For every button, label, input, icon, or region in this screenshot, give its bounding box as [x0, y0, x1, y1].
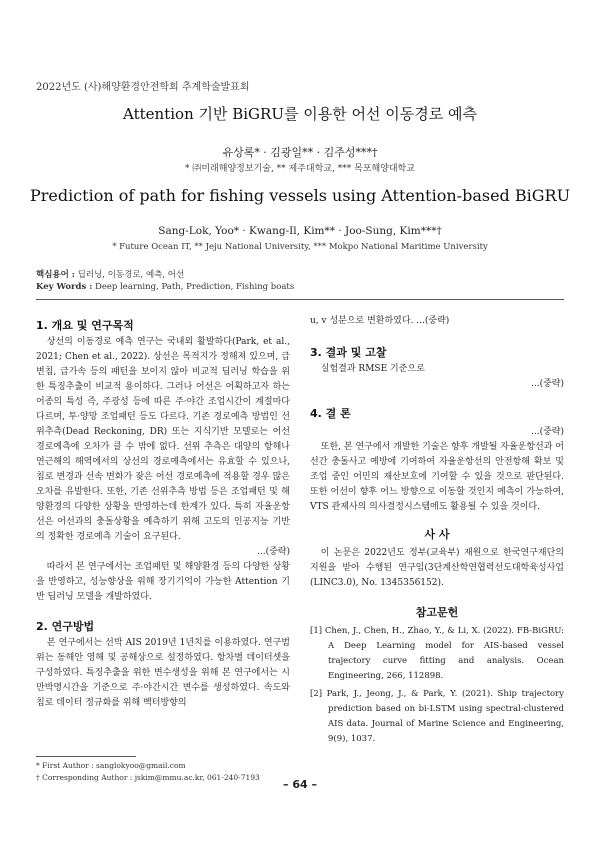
right-column [310, 314, 564, 747]
footnote-corresponding-author: † Corresponding Author : jskim@mmu.ac.kr, 061-240-7193 [36, 773, 260, 782]
keywords-english-text: Deep learning, Path, Prediction, Fishing boats [95, 282, 295, 292]
section-3-heading: 3. 결과 및 고찰 [310, 346, 387, 359]
section-1-paragraph: 상선의 이동경로 예측 연구는 국내외 활발하다(Park, et al., 2021; Chen et al., 2022). 상선은 목적지가 정해져 있으며, 급변침, 급가속 등의 패턴을 보이지 않아 비교적 딥러닝 학습을 위한 특징추출이 비교적 용이하다. 그러나 어선은 어획하고자 하는 어종의 특성 즉, 주광성 등에 따른 주·야간 조업시간이 계절마다 다르며, 투·양망 조업패턴 등도 다르다. 기존 경로예측 방법인 선위추측(Dead Reckoning, DR) 또는 지식기반 모델로는 어선 경로예측에 오차가 클 수 밖에 없다. 선위 추측은 대양의 항해나 연근해의 해역에서의 상선의 경로예측에서는 유효할 수 있으나, 침로 변경과 선속 변화가 잦은 어선 경로예측에 적용할 경우 많은 오차를 유발한다. 또한, 기존 선위추측 방법 등은 조업패턴 및 해양환경의 다양한 상황을 반영하는데 한계가 있다. 특히 자율운항선은 어선과의 충돌상황을 예측하기 위해 고도의 인공지능 기반의 정확한 경로예측 기술이 요구된다. [36, 337, 290, 542]
keywords-korean [36, 268, 184, 280]
section-3-omission: ...(중략) [531, 379, 564, 389]
references-heading: 참고문헌 [415, 606, 459, 619]
affiliations-korean: * ㈜미래해양정보기술, ** 제주대학교, *** 목포해양대학교 [185, 164, 415, 174]
page-number: – 64 – [283, 778, 317, 791]
reference-item: [1] Chen, J., Chen, H., Zhao, Y., & Li, X. (2022). FB-BiGRU: A Deep Learning model for AIS-based vessel trajectory curve fitting and analysis. Ocean Engineering, 266, 112898. [310, 626, 564, 681]
keywords-korean-label: 핵심용어 : [36, 270, 75, 280]
acknowledgment-heading: 사 사 [424, 528, 450, 541]
authors-english: Sang-Lok, Yoo* · Kwang-Il, Kim** · Joo-Sung, Kim***† [158, 225, 442, 237]
affiliations-english: * Future Ocean IT, ** Jeju National University, *** Mokpo National Maritime University [112, 242, 488, 252]
reference-item: [2] Park, J., Jeong, J., & Park, Y. (2021). Ship trajectory prediction based on bi-LSTM using spectral-clustered AIS data. Journal of Marine Science and Engineering, 9(9), 1037. [310, 689, 564, 744]
section-3-paragraph: 실험결과 RMSE 기준으로 [320, 364, 425, 374]
footnote-first-author: * First Author : sanglokyoo@gmail.com [36, 761, 186, 770]
conference-name: 2022년도 (사)해양환경안전학회 추계학술발표회 [36, 82, 250, 93]
section-2-continuation: u, v 성분으로 변환하였다. ...(중략) [310, 316, 450, 326]
header-divider [36, 299, 564, 300]
section-4-paragraph: 또한, 본 연구에서 개발한 기술은 향후 개발될 자율운항선과 어선간 충돌사고 예방에 기여하여 자율운항선의 안전항해 확보 및 조업 중인 어민의 재산보호에 기여할 수 있을 것으로 판단된다. 또한 어선이 향후 어느 방향으로 이동할 것인지 예측이 가능하여, VTS 관제사의 의사결정시스템에도 활용될 수 있을 것이다. [310, 442, 564, 512]
acknowledgment-paragraph: 이 논문은 2022년도 정부(교육부) 재원으로 한국연구재단의 지원을 받아 수행된 연구임(3단계산학연협력선도대학육성사업(LINC3.0), No. 1345356152). [310, 548, 564, 588]
authors-korean: 유상록* · 김광일** · 김주성***† [222, 146, 378, 159]
footnote-divider [36, 756, 136, 757]
section-2-heading: 2. 연구방법 [36, 620, 95, 633]
section-1-heading: 1. 개요 및 연구목적 [36, 319, 134, 332]
section-4-omission: ...(중략) [531, 427, 564, 437]
title-english: Prediction of path for fishing vessels using Attention-based BiGRU [29, 186, 571, 205]
section-1-omission: ...(중략) [257, 547, 290, 557]
left-column [36, 318, 290, 711]
section-2-paragraph: 본 연구에서는 선박 AIS 2019년 1년치를 이용하였다. 연구범위는 동해안 영해 및 공해상으로 설정하였다. 항차별 데이터셋을 구성하였다. 특징추출을 위한 변수생성을 위해 본 연구에서는 시만박명시간을 기준으로 주·야간시간 변수를 생성하였다. 속도와 침로 데이터 정규화를 위해 벡터방향의 [36, 638, 290, 708]
keywords-english [36, 282, 294, 292]
keywords-korean-text: 딥러닝, 이동경로, 예측, 어선 [77, 270, 185, 280]
keywords-english-label: Key Words : [36, 282, 93, 292]
section-1-paragraph-2: 따라서 본 연구에서는 조업패턴 및 해양환경 등의 다양한 상황을 반영하고, 성능향상을 위해 장기기억이 가능한 Attention 기반 딥러닝 모델을 개발하였다. [36, 562, 290, 602]
section-4-heading: 4. 결 론 [310, 407, 351, 420]
title-korean: Attention 기반 BiGRU를 이용한 어선 이동경로 예측 [123, 105, 477, 123]
